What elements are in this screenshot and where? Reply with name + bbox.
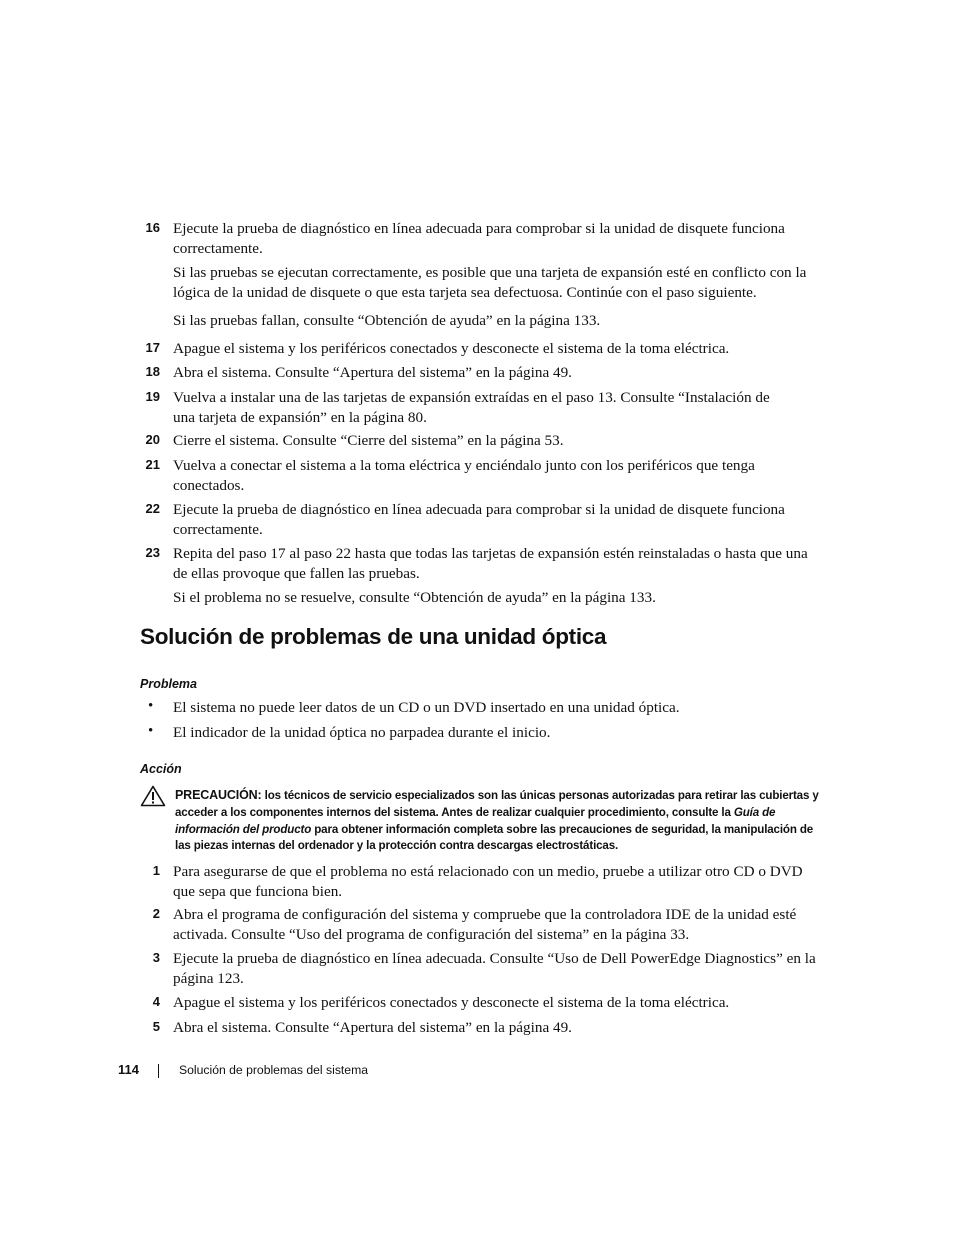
step-text: Abra el programa de configuración del sistema y compruebe que la controladora IDE de la unidad esté activada. Consulte “Uso del programa de configuración del sistema” en la página 33.: [173, 906, 797, 943]
step-number: 5: [152, 1019, 160, 1034]
page-number: 114: [118, 1062, 139, 1077]
problem-heading: Problema: [140, 677, 197, 691]
step-text: Apague el sistema y los periféricos conectados y desconecte el sistema de la toma eléctrica.: [173, 340, 730, 357]
step-text: Ejecute la prueba de diagnóstico en línea adecuada. Consulte “Uso de Dell PowerEdge Diagnostics” en la página 123.: [173, 950, 816, 987]
step-text: Cierre el sistema. Consulte “Cierre del sistema” en la página 53.: [173, 432, 564, 449]
problem-item: El sistema no puede leer datos de un CD o un DVD insertado en una unidad óptica.: [173, 699, 680, 716]
warning-triangle-icon: [140, 785, 166, 807]
step-text: Abra el sistema. Consulte “Apertura del sistema” en la página 49.: [173, 1019, 572, 1036]
bullet-glyph: •: [148, 723, 154, 739]
step-number: 22: [145, 501, 160, 516]
caution-label: PRECAUCIÓN:: [175, 788, 262, 802]
caution-text: los técnicos de servicio especializados son las únicas personas autorizadas para retirar las cubiertas y acceder a los componentes internos del sistema. Antes de realizar cualquier procedimiento, consulte la: [175, 789, 819, 819]
step-text: Apague el sistema y los periféricos conectados y desconecte el sistema de la toma eléctrica.: [173, 994, 730, 1011]
section-title: Solución de problemas de una unidad óptica: [140, 624, 607, 649]
step-text: Para asegurarse de que el problema no está relacionado con un medio, pruebe a utilizar otro CD o DVD que sepa que funciona bien.: [173, 863, 803, 900]
footer-divider: [158, 1064, 159, 1078]
step-number: 2: [152, 906, 160, 921]
problem-item: El indicador de la unidad óptica no parpadea durante el inicio.: [173, 724, 551, 741]
step-number: 3: [152, 950, 160, 965]
step-number: 20: [145, 432, 160, 447]
step-text: Vuelva a conectar el sistema a la toma eléctrica y enciéndalo junto con los periféricos que tenga conectados.: [173, 457, 755, 494]
bullet-glyph: •: [148, 698, 154, 714]
action-heading: Acción: [140, 762, 182, 776]
step-number: 17: [145, 340, 160, 355]
caution-note: [175, 787, 825, 855]
paragraph-16a: Si las pruebas se ejecutan correctamente, es posible que una tarjeta de expansión esté en conflicto con la lógica de la unidad de disquete o que esta tarjeta sea defectuosa. Continúe con el paso siguiente.: [173, 264, 807, 301]
step-number: 19: [145, 389, 160, 404]
paragraph-23: Si el problema no se resuelve, consulte “Obtención de ayuda” en la página 133.: [173, 589, 656, 606]
step-text: Abra el sistema. Consulte “Apertura del sistema” en la página 49.: [173, 364, 572, 381]
step-number: 23: [145, 545, 160, 560]
step-number: 21: [145, 457, 160, 472]
footer-chapter-title: Solución de problemas del sistema: [179, 1063, 369, 1077]
step-text: Repita del paso 17 al paso 22 hasta que todas las tarjetas de expansión estén reinstaladas o hasta que una de ellas provoque que fallen las pruebas.: [173, 545, 808, 582]
step-text: Ejecute la prueba de diagnóstico en línea adecuada para comprobar si la unidad de disquete funciona correctamente.: [173, 501, 785, 538]
caution-text: para obtener información completa sobre las precauciones de seguridad, la manipulación de las piezas internas del ordenador y la protección contra descargas electrostáticas.: [175, 822, 814, 853]
step-text: Ejecute la prueba de diagnóstico en línea adecuada para comprobar si la unidad de disquete funciona correctamente.: [173, 220, 785, 257]
step-number: 18: [145, 364, 160, 379]
step-text: Vuelva a instalar una de las tarjetas de expansión extraídas en el paso 13. Consulte “Instalación de una tarjeta de expansión” en la página 80.: [173, 389, 770, 426]
step-number: 4: [152, 994, 160, 1009]
paragraph-16b: Si las pruebas fallan, consulte “Obtención de ayuda” en la página 133.: [173, 312, 601, 329]
step-number: 1: [152, 863, 160, 878]
product-guide-title: Guía de información del producto: [175, 805, 776, 836]
step-number: 16: [145, 220, 160, 235]
